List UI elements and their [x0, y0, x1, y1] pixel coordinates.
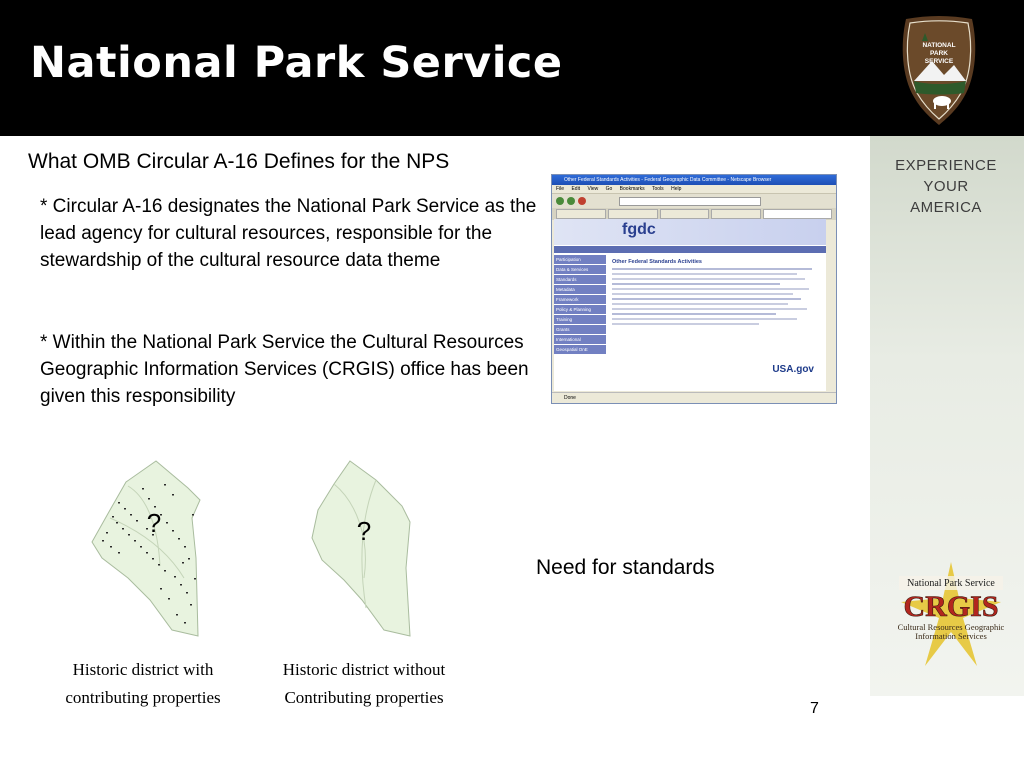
- nps-arrowhead-logo: [898, 15, 980, 127]
- tagline-line-1: EXPERIENCE: [895, 157, 997, 174]
- map-caption-with: [40, 656, 246, 712]
- fgdc-brand: fgdc: [622, 221, 656, 238]
- map-caption-without: [258, 656, 470, 712]
- fgdc-nav-item: Framework: [554, 295, 606, 304]
- fgdc-page-heading: Other Federal Standards Activities: [612, 259, 702, 265]
- slide-title: What OMB Circular A-16 Defines for the NPS: [28, 150, 450, 173]
- fgdc-banner: [554, 219, 826, 245]
- fgdc-nav-item: Grants: [554, 325, 606, 334]
- menu-bookmarks: Bookmarks: [619, 186, 645, 192]
- fgdc-nav-item: Geospatial OnE: [554, 345, 606, 354]
- caption-line: Historic district with: [72, 660, 214, 679]
- bullet-2: * Within the National Park Service the Cultural Resources Geographic Information Services (CRGIS) office has been given this responsibility: [40, 332, 529, 407]
- fgdc-topnav: [554, 246, 826, 253]
- fgdc-sidenav: [554, 255, 606, 355]
- menu-go: Go: [605, 186, 613, 192]
- fgdc-nav-item: Standards: [554, 275, 606, 284]
- caption-line: Contributing properties: [284, 688, 444, 707]
- fgdc-nav-item: Participation: [554, 255, 606, 264]
- crgis-name: CRGIS: [903, 590, 999, 623]
- header-bar: [0, 0, 1024, 136]
- fgdc-nav-item: Training: [554, 315, 606, 324]
- fgdc-nav-item: International: [554, 335, 606, 344]
- crgis-sub-2: Information Services: [915, 631, 987, 641]
- fgdc-nav-item: Data & Services: [554, 265, 606, 274]
- question-mark: ?: [146, 508, 162, 538]
- question-mark: ?: [356, 516, 372, 546]
- menu-view: View: [587, 186, 599, 192]
- menu-tools: Tools: [652, 186, 664, 192]
- fgdc-page: [554, 219, 826, 391]
- caption-line: contributing properties: [65, 688, 221, 707]
- fgdc-browser-screenshot: [551, 174, 837, 404]
- fgdc-nav-item: Policy & Planning: [554, 305, 606, 314]
- logo-text-park: PARK: [930, 50, 948, 57]
- menu-edit: Edit: [571, 186, 581, 192]
- logo-text-national: NATIONAL: [922, 42, 956, 49]
- page-number: 7: [810, 700, 819, 717]
- menu-help: Help: [671, 186, 682, 192]
- tagline-line-2: YOUR: [923, 178, 969, 195]
- usa-gov-logo: USA.gov: [772, 364, 814, 375]
- historic-map-with-properties: [88, 458, 213, 638]
- fgdc-nav-item: Metadata: [554, 285, 606, 294]
- experience-your-america: [880, 155, 1012, 218]
- crgis-sub-1: Cultural Resources Geographic: [897, 622, 1005, 632]
- crgis-top-text: National Park Service: [907, 578, 995, 589]
- bullet-1: * Circular A-16 designates the National Park Service as the lead agency for cultural resources, responsible for the stewardship of the cultural resource data theme: [40, 196, 537, 271]
- need-for-standards: Need for standards: [536, 556, 715, 579]
- browser-toolbar: [552, 193, 836, 208]
- browser-titlebar: Other Federal Standards Activities - Federal Geographic Data Committee - Netscape Browser: [552, 175, 836, 185]
- browser-statusbar: Done: [552, 392, 837, 403]
- logo-text-service: SERVICE: [924, 58, 954, 65]
- caption-line: Historic district without: [282, 660, 446, 679]
- browser-menubar: [552, 185, 836, 193]
- crgis-logo: [893, 562, 1009, 674]
- historic-map-without-properties: [300, 458, 425, 638]
- menu-file: File: [556, 186, 565, 192]
- tagline-line-3: AMERICA: [910, 199, 982, 216]
- fgdc-content: [612, 259, 822, 385]
- header-title: National Park Service: [30, 38, 563, 88]
